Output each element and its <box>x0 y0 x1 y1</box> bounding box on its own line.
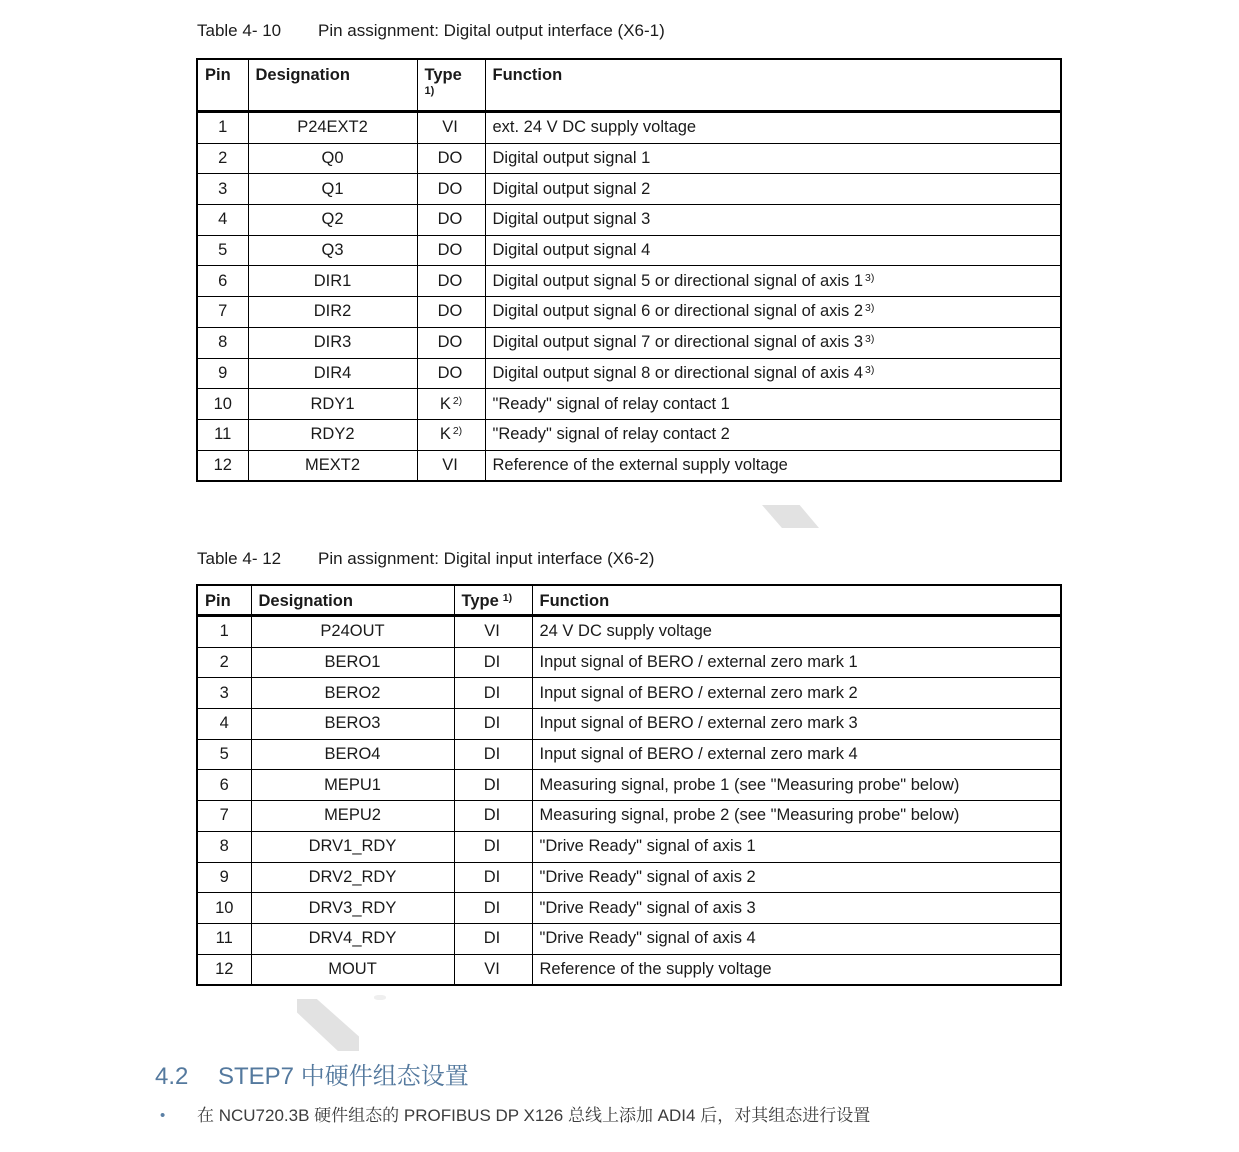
cell-text: 1 <box>218 118 228 137</box>
col-header-type <box>417 59 485 112</box>
cell-function <box>532 770 1061 801</box>
cell-text: DO <box>437 271 463 290</box>
col-header-function: Function <box>485 59 1061 112</box>
cell-type <box>417 266 485 297</box>
cell-text: VI <box>484 959 500 978</box>
cell-designation <box>251 801 454 832</box>
cell-text: Q0 <box>321 149 344 168</box>
cell-text: DI <box>483 867 501 886</box>
cell-type <box>417 205 485 236</box>
table-row <box>197 450 1061 481</box>
table-row <box>197 358 1061 389</box>
table-row <box>197 266 1061 297</box>
cell-function <box>532 954 1061 985</box>
cell-text: DO <box>437 149 463 168</box>
cell-text: Reference of the external supply voltage <box>492 455 788 474</box>
cell-text: 2 <box>219 653 229 672</box>
cell-text: DI <box>483 653 501 672</box>
cell-function <box>532 923 1061 954</box>
cell-pin <box>197 297 248 328</box>
cell-text: 11 <box>215 929 233 948</box>
cell-pin <box>197 862 251 893</box>
table-4-12-caption <box>197 549 654 569</box>
cell-text: 8 <box>219 837 229 856</box>
cell-pin <box>197 616 251 648</box>
cell-text: Digital output signal 2 <box>492 179 651 198</box>
cell-text: VI <box>484 622 500 641</box>
cell-text: Digital output signal 5 or directional signal of axis 1 <box>492 271 864 290</box>
cell-function <box>485 297 1061 328</box>
cell-text: DI <box>483 837 501 856</box>
cell-text: DIR4 <box>313 363 352 382</box>
table-row <box>197 112 1061 144</box>
footnote-marker: 3) <box>865 333 875 346</box>
table-4-10-caption <box>197 21 665 41</box>
cell-designation <box>248 450 417 481</box>
cell-designation <box>248 112 417 144</box>
cell-text: DI <box>483 714 501 733</box>
cell-pin <box>197 143 248 174</box>
pin-table-digital-output-x6-1 <box>196 58 1062 482</box>
cell-pin <box>197 205 248 236</box>
cell-pin <box>197 112 248 144</box>
cell-designation <box>248 143 417 174</box>
cell-text: Digital output signal 4 <box>492 241 651 260</box>
cell-designation <box>248 205 417 236</box>
cell-type <box>454 678 532 709</box>
cell-text: 7 <box>219 806 229 825</box>
section-heading <box>155 1056 469 1091</box>
cell-text: DO <box>437 210 463 229</box>
cell-text: MEXT2 <box>304 455 360 474</box>
cell-text: DIR1 <box>313 271 352 290</box>
cell-text: DRV1_RDY <box>308 837 397 856</box>
cell-text: DI <box>483 683 501 702</box>
col-header-type-text: Type <box>424 66 462 84</box>
footnote-marker: 1) <box>424 85 435 97</box>
cell-designation <box>248 174 417 205</box>
table-row <box>197 143 1061 174</box>
cell-text: 11 <box>214 425 232 444</box>
cell-text: Input signal of BERO / external zero mark 4 <box>539 745 858 764</box>
cell-text: 10 <box>213 394 232 413</box>
cell-designation <box>251 954 454 985</box>
cell-function <box>532 831 1061 862</box>
cell-designation <box>251 678 454 709</box>
cell-text: 7 <box>218 302 228 321</box>
cell-designation <box>248 358 417 389</box>
cell-text: BERO2 <box>324 683 381 702</box>
table-header-row <box>197 59 1061 112</box>
cell-text: 12 <box>215 959 234 978</box>
cell-designation <box>251 923 454 954</box>
cell-function <box>485 174 1061 205</box>
cell-pin <box>197 739 251 770</box>
cell-text: VI <box>442 118 458 137</box>
cell-text: 4 <box>219 714 229 733</box>
cell-text: 9 <box>218 363 228 382</box>
cell-function <box>485 419 1061 450</box>
cell-pin <box>197 954 251 985</box>
cell-text: "Drive Ready" signal of axis 4 <box>539 929 756 948</box>
cell-text: 5 <box>218 241 228 260</box>
cell-type <box>454 954 532 985</box>
footnote-marker: 1) <box>502 592 513 604</box>
cell-pin <box>197 450 248 481</box>
cell-type <box>417 112 485 144</box>
col-header-function: Function <box>532 585 1061 616</box>
cell-function <box>485 450 1061 481</box>
cell-function <box>485 143 1061 174</box>
cell-text: Digital output signal 6 or directional signal of axis 2 <box>492 302 864 321</box>
cell-text: 2 <box>218 149 228 168</box>
cell-text: DRV2_RDY <box>308 867 397 886</box>
cell-text: Measuring signal, probe 1 (see "Measuring probe" below) <box>539 775 960 794</box>
bullet-text: 在 NCU720.3B 硬件组态的 PROFIBUS DP X126 总线上添加 ADI4 后，对其组态进行设置 <box>197 1106 871 1125</box>
cell-designation <box>251 862 454 893</box>
cell-function <box>532 647 1061 678</box>
cell-pin <box>197 770 251 801</box>
cell-type <box>454 616 532 648</box>
cell-text: DO <box>437 333 463 352</box>
cell-text: Input signal of BERO / external zero mark 1 <box>539 653 858 672</box>
cell-designation <box>251 709 454 740</box>
cell-function <box>532 616 1061 648</box>
cell-text: 10 <box>215 898 234 917</box>
cell-text: Digital output signal 8 or directional signal of axis 4 <box>492 363 864 382</box>
cell-text: 3 <box>218 179 228 198</box>
cell-type <box>417 235 485 266</box>
table-row <box>197 616 1061 648</box>
pin-table-digital-input-x6-2 <box>196 584 1062 986</box>
cell-text: DO <box>437 241 463 260</box>
cell-type <box>454 893 532 924</box>
cell-designation <box>248 266 417 297</box>
cell-text: K <box>439 425 451 444</box>
cell-type <box>454 739 532 770</box>
table-caption-label: Table 4- 12 <box>197 549 282 568</box>
cell-text: Input signal of BERO / external zero mark 3 <box>539 714 858 733</box>
footnote-marker: 3) <box>865 363 875 376</box>
cell-pin <box>197 419 248 450</box>
cell-pin <box>197 389 248 420</box>
footnote-marker: 2) <box>452 394 463 407</box>
col-header-pin: Pin <box>197 59 248 112</box>
cell-type <box>417 450 485 481</box>
cell-text: DI <box>483 929 501 948</box>
cell-designation <box>248 297 417 328</box>
cell-text: DRV4_RDY <box>308 929 397 948</box>
cell-designation <box>248 327 417 358</box>
cell-text: DI <box>483 806 501 825</box>
cell-text: "Drive Ready" signal of axis 2 <box>539 867 756 886</box>
cell-function <box>532 678 1061 709</box>
cell-type <box>454 862 532 893</box>
cell-text: DO <box>437 363 463 382</box>
cell-designation <box>248 419 417 450</box>
cell-designation <box>251 893 454 924</box>
cell-text: RDY2 <box>310 425 355 444</box>
cell-pin <box>197 327 248 358</box>
cell-text: MEPU1 <box>324 775 381 794</box>
table-row <box>197 954 1061 985</box>
cell-function <box>532 739 1061 770</box>
table-row <box>197 923 1061 954</box>
table-row <box>197 205 1061 236</box>
cell-text: Q3 <box>321 241 344 260</box>
table-row <box>197 709 1061 740</box>
footnote-marker: 3) <box>865 271 875 284</box>
table-caption-text: Pin assignment: Digital output interface (X6-1) <box>318 21 665 40</box>
cell-pin <box>197 923 251 954</box>
cell-type <box>417 297 485 328</box>
table-row <box>197 389 1061 420</box>
cell-text: 3 <box>219 683 229 702</box>
table-header-row <box>197 585 1061 616</box>
cell-pin <box>197 678 251 709</box>
cell-type <box>454 923 532 954</box>
cell-text: DI <box>483 745 501 764</box>
section-number: 4.2 <box>155 1063 189 1090</box>
cell-text: 6 <box>218 271 228 290</box>
cell-text: K <box>439 394 451 413</box>
cell-function <box>485 389 1061 420</box>
cell-text: DO <box>437 302 463 321</box>
bullet-item <box>160 1101 870 1126</box>
table-row <box>197 770 1061 801</box>
col-header-type-text: Type <box>461 592 499 610</box>
cell-function <box>485 266 1061 297</box>
cell-designation <box>251 616 454 648</box>
cell-text: Reference of the supply voltage <box>539 959 772 978</box>
watermark-shape <box>374 995 386 1000</box>
cell-text: 4 <box>218 210 228 229</box>
cell-function <box>485 358 1061 389</box>
watermark-shape <box>297 999 359 1051</box>
cell-text: DRV3_RDY <box>308 898 397 917</box>
cell-text: P24OUT <box>320 622 385 641</box>
cell-pin <box>197 235 248 266</box>
cell-designation <box>251 739 454 770</box>
cell-function <box>532 709 1061 740</box>
cell-text: Digital output signal 3 <box>492 210 651 229</box>
cell-pin <box>197 358 248 389</box>
cell-text: Q2 <box>321 210 344 229</box>
cell-designation <box>248 389 417 420</box>
cell-type <box>417 358 485 389</box>
table-row <box>197 893 1061 924</box>
table-row <box>197 174 1061 205</box>
cell-designation <box>248 235 417 266</box>
cell-text: 6 <box>219 775 229 794</box>
cell-text: RDY1 <box>310 394 355 413</box>
cell-text: DIR2 <box>313 302 352 321</box>
cell-text: 8 <box>218 333 228 352</box>
cell-text: Digital output signal 7 or directional signal of axis 3 <box>492 333 864 352</box>
cell-designation <box>251 647 454 678</box>
cell-text: DI <box>483 775 501 794</box>
table-row <box>197 831 1061 862</box>
cell-text: ext. 24 V DC supply voltage <box>492 118 697 137</box>
cell-text: Measuring signal, probe 2 (see "Measuring probe" below) <box>539 806 960 825</box>
cell-text: Input signal of BERO / external zero mark 2 <box>539 683 858 702</box>
cell-function <box>532 862 1061 893</box>
cell-text: 24 V DC supply voltage <box>539 622 712 641</box>
section-title: STEP7 中硬件组态设置 <box>218 1063 469 1090</box>
cell-pin <box>197 266 248 297</box>
cell-function <box>485 235 1061 266</box>
cell-text: DO <box>437 179 463 198</box>
cell-text: DI <box>483 898 501 917</box>
cell-pin <box>197 801 251 832</box>
cell-text: BERO3 <box>324 714 381 733</box>
cell-function <box>485 112 1061 144</box>
table-row <box>197 739 1061 770</box>
cell-text: "Drive Ready" signal of axis 1 <box>539 837 756 856</box>
footnote-marker: 2) <box>452 425 463 438</box>
table-row <box>197 678 1061 709</box>
cell-type <box>417 327 485 358</box>
col-header-designation: Designation <box>248 59 417 112</box>
cell-pin <box>197 893 251 924</box>
col-header-type <box>454 585 532 616</box>
cell-text: "Ready" signal of relay contact 1 <box>492 394 730 413</box>
cell-pin <box>197 831 251 862</box>
footnote-marker: 3) <box>865 302 875 315</box>
table-row <box>197 297 1061 328</box>
cell-text: 5 <box>219 745 229 764</box>
cell-type <box>454 709 532 740</box>
cell-text: 9 <box>219 867 229 886</box>
cell-text: BERO1 <box>324 653 381 672</box>
col-header-designation: Designation <box>251 585 454 616</box>
cell-function <box>532 893 1061 924</box>
cell-pin <box>197 174 248 205</box>
cell-text: P24EXT2 <box>297 118 368 137</box>
cell-text: VI <box>442 455 458 474</box>
cell-function <box>485 205 1061 236</box>
cell-type <box>417 389 485 420</box>
cell-text: "Drive Ready" signal of axis 3 <box>539 898 756 917</box>
cell-text: 12 <box>213 455 232 474</box>
cell-designation <box>251 831 454 862</box>
cell-function <box>485 327 1061 358</box>
cell-function <box>532 801 1061 832</box>
bullet-icon: • <box>160 1107 166 1124</box>
watermark-shape <box>762 505 819 528</box>
cell-type <box>454 831 532 862</box>
cell-text: BERO4 <box>324 745 381 764</box>
cell-type <box>454 770 532 801</box>
cell-text: Q1 <box>321 179 344 198</box>
cell-pin <box>197 709 251 740</box>
table-row <box>197 235 1061 266</box>
cell-designation <box>251 770 454 801</box>
cell-text: MOUT <box>328 959 377 978</box>
table-row <box>197 419 1061 450</box>
table-caption-label: Table 4- 10 <box>197 21 282 40</box>
cell-text: 1 <box>219 622 229 641</box>
cell-type <box>417 174 485 205</box>
table-row <box>197 862 1061 893</box>
table-row <box>197 801 1061 832</box>
cell-type <box>417 143 485 174</box>
table-row <box>197 327 1061 358</box>
col-header-pin: Pin <box>197 585 251 616</box>
cell-type <box>417 419 485 450</box>
cell-text: MEPU2 <box>324 806 381 825</box>
cell-type <box>454 801 532 832</box>
cell-text: Digital output signal 1 <box>492 149 651 168</box>
cell-text: "Ready" signal of relay contact 2 <box>492 425 730 444</box>
cell-type <box>454 647 532 678</box>
cell-text: DIR3 <box>313 333 352 352</box>
table-row <box>197 647 1061 678</box>
cell-pin <box>197 647 251 678</box>
table-caption-text: Pin assignment: Digital input interface (X6-2) <box>318 549 655 568</box>
